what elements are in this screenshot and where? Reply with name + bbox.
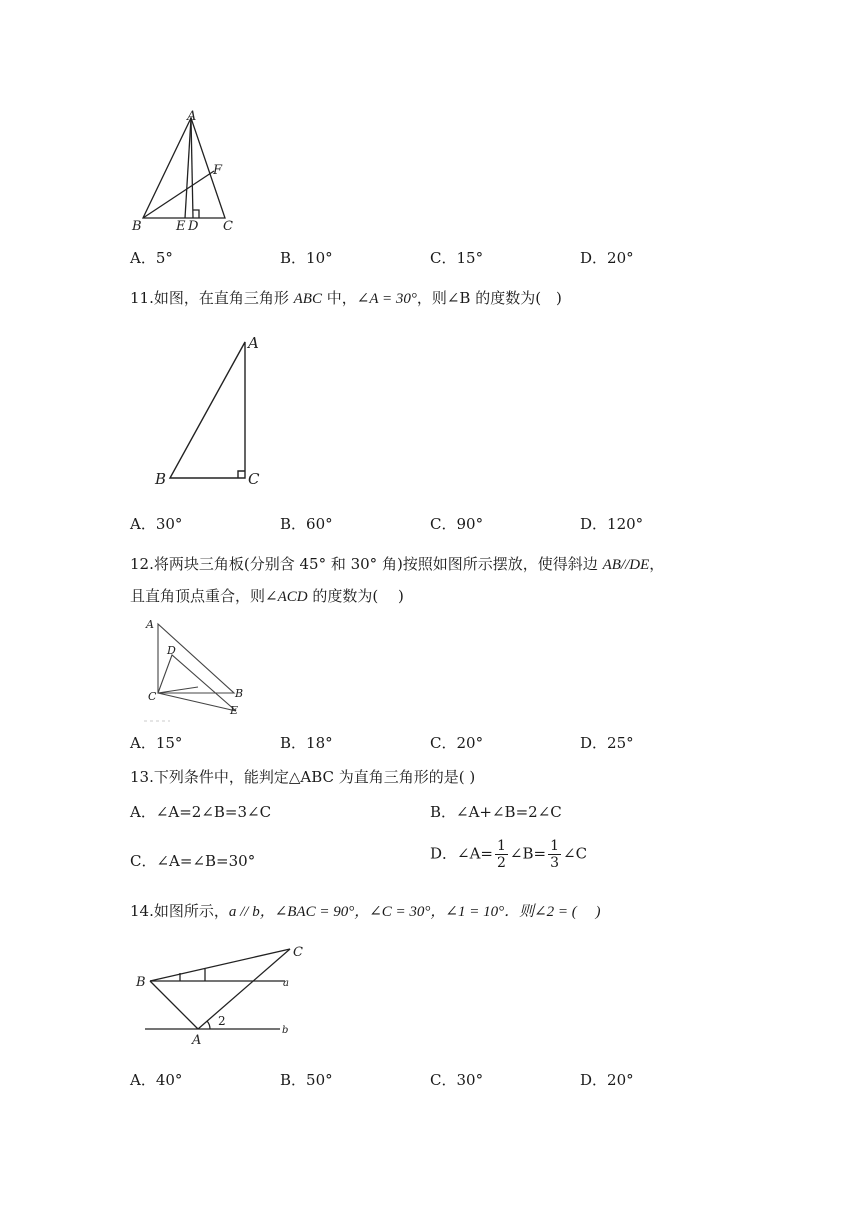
q14-stem-math: a // b，∠BAC = 90°，∠C = 30°，∠1 = 10°．则∠2 = ( ) xyxy=(228,904,601,920)
q10-label-b: B xyxy=(132,219,142,234)
q11-option-d: D．120° xyxy=(580,515,644,533)
q10-label-a: A xyxy=(187,109,197,124)
q11-option-b: B．60° xyxy=(280,515,333,533)
q11-label-a: A xyxy=(248,334,259,352)
q10-label-f: F xyxy=(213,163,223,178)
q14-figure xyxy=(130,940,310,1048)
q11-figure xyxy=(150,332,265,490)
q13-option-d-fraction-1: $\frac{1}{2}$ xyxy=(497,838,506,871)
q13-option-d xyxy=(430,838,587,871)
q14-label-c: C xyxy=(293,945,303,960)
q14-label-a: A xyxy=(192,1033,202,1048)
q10-label-e: E xyxy=(176,219,186,234)
q12-figure xyxy=(140,615,255,723)
q11-option-a: A．30° xyxy=(130,515,183,533)
q10-option-c: C．15° xyxy=(430,249,484,267)
q10-figure xyxy=(125,108,240,234)
q14-option-c: C．30° xyxy=(430,1071,484,1089)
q12-stem-line2-suffix: 的度数为( ) xyxy=(307,587,404,605)
q12-stem-line1-prefix: 12.将两块三角板(分别含 45° 和 30° 角)按照如图所示摆放，使得斜边 xyxy=(130,555,603,573)
q10-option-d: D．20° xyxy=(580,249,634,267)
q14-label-2: 2 xyxy=(218,1014,226,1028)
q13-option-d-prefix: D．∠A= xyxy=(430,844,493,863)
q14-option-b: B．50° xyxy=(280,1071,333,1089)
q11-stem-suffix: ，则∠B 的度数为( ) xyxy=(416,289,562,307)
q14-stem xyxy=(130,900,601,921)
q11-option-c: C．90° xyxy=(430,515,484,533)
q10-label-c: C xyxy=(223,219,233,234)
q12-label-d: D xyxy=(167,644,176,657)
q14-label-b-line: b xyxy=(282,1025,289,1036)
q14-option-d: D．20° xyxy=(580,1071,634,1089)
q12-label-e: E xyxy=(230,704,239,717)
q14-option-a: A．40° xyxy=(130,1071,183,1089)
q11-stem-abc: ABC xyxy=(293,291,322,307)
q11-stem-prefix: 11.如图，在直角三角形 xyxy=(130,289,294,307)
q13-option-d-mid: ∠B= xyxy=(509,844,547,863)
q11-stem-angle: ∠A = 30° xyxy=(356,291,417,307)
q11-stem-mid: 中， xyxy=(321,289,357,307)
q12-option-b: B．18° xyxy=(280,734,333,752)
q13-option-a: A．∠A=2∠B=3∠C xyxy=(130,803,272,821)
q12-option-a: A．15° xyxy=(130,734,183,752)
q10-option-a: A．5° xyxy=(130,249,173,267)
q12-option-c: C．20° xyxy=(430,734,484,752)
q11-stem xyxy=(130,287,562,308)
q12-stem-line1-suffix: ， xyxy=(649,555,665,573)
q13-stem: 13.下列条件中，能判定△ABC 为直角三角形的是( ) xyxy=(130,768,476,786)
q13-option-b: B．∠A+∠B=2∠C xyxy=(430,803,562,821)
q11-label-c: C xyxy=(248,470,260,488)
q12-label-b: B xyxy=(235,687,244,700)
q10-label-d: D xyxy=(188,219,199,234)
q14-label-b: B xyxy=(136,975,146,990)
q12-label-a: A xyxy=(146,618,154,631)
q14-label-a-line: a xyxy=(283,978,289,989)
q12-stem-line2-prefix: 且直角顶点重合，则 xyxy=(130,587,266,605)
q13-option-d-fraction-2: $\frac{1}{3}$ xyxy=(550,838,560,871)
q12-stem-line2-math: ∠ACD xyxy=(265,589,308,605)
q13-option-c: C．∠A=∠B=30° xyxy=(130,852,256,870)
q13-option-d-suffix: ∠C xyxy=(563,844,588,863)
q11-label-b: B xyxy=(155,470,167,488)
q14-stem-prefix: 14.如图所示， xyxy=(130,902,229,920)
q10-option-b: B．10° xyxy=(280,249,333,267)
q12-option-d: D．25° xyxy=(580,734,634,752)
q12-label-c: C xyxy=(148,690,157,703)
q12-stem-line1 xyxy=(130,553,664,574)
q12-stem-line2 xyxy=(130,585,404,606)
q12-stem-line1-math: AB//DE xyxy=(602,557,650,573)
